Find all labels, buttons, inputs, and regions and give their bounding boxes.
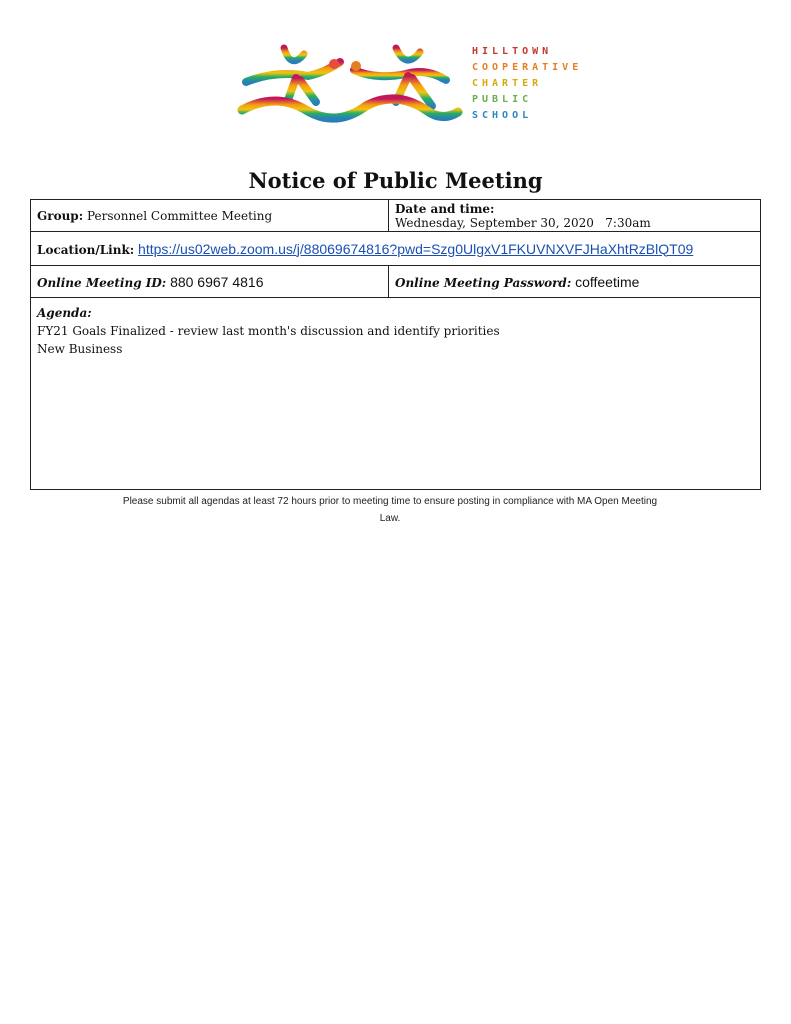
table-row <box>31 232 761 266</box>
datetime-value: Wednesday, September 30, 2020 7:30am <box>395 215 651 230</box>
group-cell <box>31 200 389 232</box>
meeting-id-value: 880 6967 4816 <box>170 273 264 290</box>
submission-note <box>80 493 700 527</box>
agenda-item: New Business <box>37 342 123 356</box>
submission-note-line: Please submit all agendas at least 72 hours prior to meeting time to ensure posting in compliance with MA Open Meeting <box>122 496 658 507</box>
datetime-label: Date and time: <box>395 201 495 216</box>
logo-word: COOPERATIVE <box>472 62 583 73</box>
logo-figures-graphic <box>236 40 466 130</box>
page-title: Notice of Public Meeting <box>248 168 543 193</box>
agenda-cell <box>31 298 761 490</box>
password-cell <box>389 266 761 298</box>
logo-word: SCHOOL <box>472 110 533 121</box>
location-cell <box>31 232 761 266</box>
submission-note-line: Law. <box>379 513 401 524</box>
meeting-info-table <box>30 199 761 490</box>
logo-word: CHARTER <box>472 78 543 89</box>
logo-word: PUBLIC <box>472 94 533 105</box>
logo-wordmark <box>472 44 583 124</box>
table-row <box>31 298 761 490</box>
datetime-cell <box>389 200 761 232</box>
password-label: Online Meeting Password: <box>395 275 572 290</box>
agenda-item: FY21 Goals Finalized - review last month's discussion and identify priorities <box>37 324 500 338</box>
group-value: Personnel Committee Meeting <box>86 208 273 223</box>
school-logo <box>236 40 583 130</box>
zoom-meeting-link[interactable]: https://us02web.zoom.us/j/88069674816?pwd=Szg0UlgxV1FKUVNXVFJHaXhtRzBlQT09 <box>138 240 694 257</box>
table-row <box>31 266 761 298</box>
group-label: Group: <box>37 208 84 223</box>
table-row <box>31 200 761 232</box>
meeting-id-label: Online Meeting ID: <box>37 275 167 290</box>
agenda-label: Agenda: <box>37 306 92 320</box>
logo-word: HILLTOWN <box>472 46 553 57</box>
meeting-id-cell <box>31 266 389 298</box>
location-label: Location/Link: <box>37 242 135 257</box>
password-value: coffeetime <box>575 273 640 290</box>
